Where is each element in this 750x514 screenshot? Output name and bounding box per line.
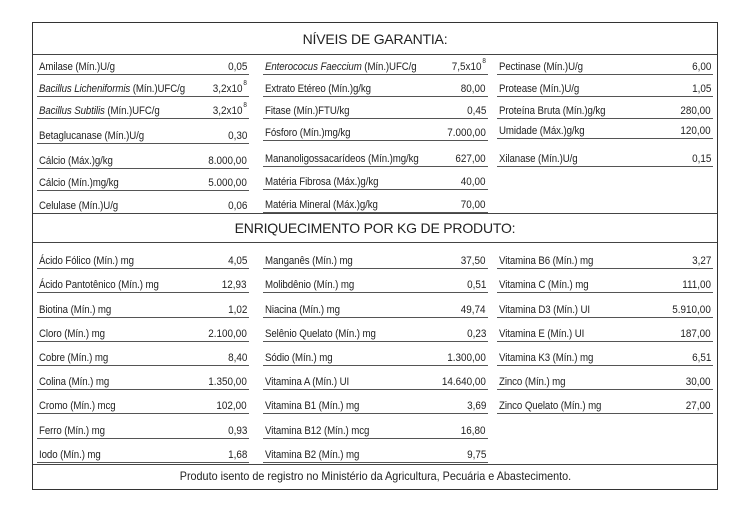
nutrient-value [208,328,247,340]
value-text: 102,00 [216,400,247,413]
nutrient-row [497,366,713,390]
nutrient-label: Cromo (Mín.) mcg [39,400,116,413]
nutrient-value [212,102,247,117]
nutrient-label: Vitamina B6 (Mín.) mg [499,255,594,268]
value-exponent: 8 [482,58,486,65]
value-text: 5.910,00 [672,303,711,316]
value-text: 1,68 [227,448,247,461]
value-text: 1.300,00 [447,351,486,364]
nutrient-row [263,167,488,190]
nutrient-label: Amilase (Mín.)U/g [39,61,115,73]
nutrient-row [263,57,488,75]
nutrient-value [672,304,711,316]
nutrient-row [37,318,249,342]
nutrient-value [228,352,247,364]
nutrient-row [263,414,488,438]
nutrient-label: Proteína Bruta (Mín.)g/kg [499,105,606,117]
nutrient-value [217,400,247,412]
enrichment-title-divider [33,242,717,243]
value-text: 0,51 [466,279,486,292]
nutrient-row [263,119,488,141]
nutrient-value [692,352,711,364]
value-text: 80,00 [461,83,486,95]
nutrient-value [228,130,247,142]
nutrient-label: Cloro (Mín.) mg [39,327,105,340]
nutrient-value [442,376,486,388]
value-text: 27,00 [686,400,711,413]
nutrient-row [263,245,488,269]
nutrient-value [467,328,486,340]
nutrient-label: Vitamina K3 (Mín.) mg [499,351,594,364]
nutrient-label: Manganês (Mín.) mg [265,255,353,268]
unit-text: (Mín.)UFC/g [361,61,417,73]
value-text: 8.000,00 [208,155,247,167]
nutrient-row [37,144,249,169]
nutrient-label: Extrato Etéreo (Mín.)g/kg [265,83,371,95]
unit-text: (Mín.)UFC/g [104,105,160,117]
nutrient-value [456,153,486,165]
nutrient-row [263,390,488,414]
nutrient-row [37,169,249,191]
nutrient-row [37,414,249,438]
value-text: 14.640,00 [441,376,486,389]
value-text: 3,2x10 [212,105,243,117]
value-text: 7.000,00 [447,127,486,139]
nutrient-value [461,425,486,437]
nutrient-row [37,119,249,144]
value-text: 6,51 [691,351,711,364]
nutrient-value [447,127,486,139]
nutrient-label: Protease (Mín.)U/g [499,83,580,95]
value-text: 12,93 [222,279,247,292]
nutrient-label: Vitamina B1 (Mín.) mg [265,400,360,413]
nutrient-row [497,269,713,293]
nutrient-label: Celulase (Mín.)U/g [39,200,119,212]
species-name: Bacillus Licheniformis [39,83,131,95]
nutrient-row [497,97,713,119]
nutrient-value [682,279,711,291]
value-text: 4,05 [227,255,247,268]
nutrient-row [497,245,713,269]
nutrient-label: Sódio (Mín.) mg [265,351,333,364]
value-text: 40,00 [461,176,486,188]
nutrient-row [263,97,488,119]
value-text: 3,2x10 [212,83,243,95]
value-text: 111,00 [682,279,711,292]
nutrient-label: Pectinase (Mín.)U/g [499,61,583,73]
nutrient-row [37,293,249,317]
guarantee-title: NÍVEIS DE GARANTIA: [302,31,448,47]
nutrient-row [497,342,713,366]
nutrient-row [263,190,488,213]
nutrient-label: Matéria Fibrosa (Máx.)g/kg [265,176,379,188]
value-text: 280,00 [680,105,711,117]
nutrient-value [208,177,247,189]
nutrient-label: Vitamina C (Mín.) mg [499,279,589,292]
value-text: 0,15 [691,153,711,165]
value-text: 0,05 [227,61,247,73]
nutrient-row [37,245,249,269]
nutrient-value [222,279,247,291]
nutrient-value [228,61,247,73]
nutrient-value [467,105,486,117]
nutrient-row [37,57,249,75]
value-exponent: 8 [243,80,247,87]
nutrient-value [208,376,247,388]
nutrient-label: Iodo (Mín.) mg [39,448,101,461]
nutrient-value [692,153,711,165]
nutrient-label: Ácido Fólico (Mín.) mg [39,255,134,268]
nutrient-row [37,366,249,390]
nutrient-row [263,318,488,342]
value-text: 0,30 [227,130,247,142]
nutrient-row [37,191,249,214]
nutrient-row [263,366,488,390]
nutrient-value [228,200,247,212]
nutrient-label: Fitase (Mín.)FTU/kg [265,105,350,117]
nutrient-row [37,342,249,366]
value-text: 0,06 [227,200,247,212]
nutrient-value [228,449,247,461]
nutrient-row [263,141,488,167]
enrichment-title: ENRIQUECIMENTO POR KG DE PRODUTO: [234,220,516,236]
nutrient-row [497,57,713,75]
value-text: 1,05 [691,83,711,95]
nutrient-label: Cobre (Mín.) mg [39,351,109,364]
nutrient-label: Ácido Pantotênico (Mín.) mg [39,279,159,292]
nutrient-row [37,390,249,414]
nutrient-value [686,376,711,388]
nutrient-label [265,61,417,73]
nutrient-value [681,105,711,117]
nutrient-row [497,75,713,97]
nutrient-label: Niacina (Mín.) mg [265,303,340,316]
nutrient-label: Cálcio (Mín.)mg/kg [39,177,119,189]
nutrient-label: Umidade (Máx.)g/kg [499,125,585,137]
value-text: 70,00 [461,199,486,211]
nutrient-value [692,83,711,95]
nutrient-value [681,125,711,137]
registration-exemption-note: Produto isento de registro no Ministério da Agricultura, Pecuária e Abastecimento. [179,469,571,483]
nutrient-row [263,293,488,317]
nutrient-label: Betaglucanase (Mín.)U/g [39,130,145,142]
nutrient-value [228,304,247,316]
nutrient-value [208,155,247,167]
nutrient-value [686,400,711,412]
value-text: 120,00 [680,125,711,137]
value-text: 187,00 [680,327,711,340]
nutrient-row [263,439,488,463]
nutrient-label: Vitamina E (Mín.) UI [499,327,585,340]
value-text: 7,5x10 [451,61,482,73]
nutrient-value [461,199,486,211]
nutrient-row [37,75,249,97]
value-text: 37,50 [461,255,486,268]
nutrient-label: Vitamina D3 (Mín.) UI [499,303,591,316]
section-divider [33,213,717,214]
value-text: 627,00 [455,153,486,165]
value-text: 1.350,00 [208,376,247,389]
value-text: 2.100,00 [208,327,247,340]
value-text: 8,40 [227,351,247,364]
nutrient-row [497,119,713,139]
guarantee-label-panel [32,22,718,490]
species-name: Enterococus Faeccium [265,61,362,73]
nutrient-label: Selênio Quelato (Mín.) mg [265,327,376,340]
nutrient-value [461,83,486,95]
nutrient-label: Ferro (Mín.) mg [39,424,105,437]
nutrient-row [37,269,249,293]
nutrient-label: Molibdênio (Mín.) mg [265,279,355,292]
value-text: 0,45 [466,105,486,117]
value-exponent: 8 [243,102,247,109]
nutrient-value [228,255,247,267]
nutrient-value [692,61,711,73]
nutrient-label: Zinco Quelato (Mín.) mg [499,400,602,413]
nutrient-label: Cálcio (Máx.)g/kg [39,155,113,167]
nutrient-value [467,400,486,412]
nutrient-row [497,390,713,414]
value-text: 3,27 [691,255,711,268]
unit-text: (Mín.)UFC/g [130,83,186,95]
nutrient-row [263,269,488,293]
value-text: 49,74 [461,303,486,316]
nutrient-label: Vitamina B12 (Mín.) mcg [265,424,370,437]
nutrient-row [497,318,713,342]
value-text: 1,02 [227,303,247,316]
nutrient-label: Zinco (Mín.) mg [499,376,566,389]
nutrient-value [467,449,486,461]
nutrient-label: Biotina (Mín.) mg [39,303,112,316]
value-text: 0,23 [466,327,486,340]
value-text: 5.000,00 [208,177,247,189]
value-text: 30,00 [686,376,711,389]
nutrient-value [681,328,711,340]
value-text: 16,80 [461,424,486,437]
nutrient-value [461,255,486,267]
nutrient-label [39,105,160,117]
nutrient-row [37,439,249,463]
nutrient-label: Xilanase (Mín.)U/g [499,153,578,165]
nutrient-row [37,97,249,119]
value-text: 3,69 [466,400,486,413]
nutrient-label: Fósforo (Mín.)mg/kg [265,127,351,139]
nutrient-value [461,176,486,188]
nutrient-label [39,83,185,95]
nutrient-label: Matéria Mineral (Máx.)g/kg [265,199,378,211]
value-text: 9,75 [466,448,486,461]
guarantee-title-divider [33,54,717,55]
nutrient-value [467,279,486,291]
value-text: 6,00 [691,61,711,73]
nutrient-row [263,75,488,97]
nutrient-value [228,425,247,437]
nutrient-value [212,80,247,95]
value-text: 0,93 [227,424,247,437]
nutrient-label: Vitamina B2 (Mín.) mg [265,448,360,461]
nutrient-row [263,342,488,366]
nutrient-value [461,304,486,316]
species-name: Bacillus Subtilis [39,105,105,117]
nutrient-value [692,255,711,267]
nutrient-row [497,139,713,167]
nutrient-label: Vitamina A (Mín.) UI [265,376,350,389]
nutrient-label: Mananoligossacarídeos (Mín.)mg/kg [265,153,419,165]
nutrient-value [447,352,486,364]
nutrient-label: Colina (Mín.) mg [39,376,110,389]
nutrient-value [451,58,486,73]
nutrient-row [497,293,713,317]
